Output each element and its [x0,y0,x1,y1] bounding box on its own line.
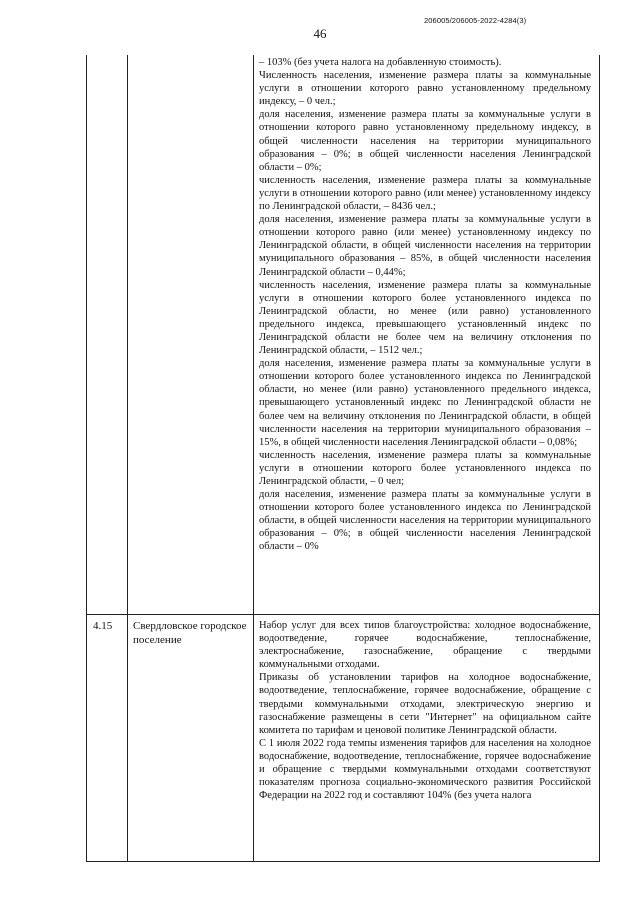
paragraph: Набор услуг для всех типов благоустройства: холодное водоснабжение, водоотведение, горячее водоснабжение, теплоснабжение, электроснабжение, газоснабжение, обращение с твердыми коммунальными отходами. [259,620,591,671]
paragraph: С 1 июля 2022 года темпы изменения тарифов для населения на холодное водоснабжение, водоотведение, теплоснабжение, горячее водоснабжение и обращение с твердыми коммунальными отходами соответствуют показателям прогноза социально-экономического развития Российской Федерации на 2022 год и составляют 104% (без учета налога [259,737,591,802]
row-number: 4.15 [93,620,113,632]
paragraph: численность населения, изменение размера платы за коммунальные услуги в отношении которого более установленного индекса по Ленинградской области, но менее (или равно) установленного предельного индекса, превышающего установленный индекс по Ленинградской области не более чем на величину отклонения по Ленинградской области, – 1512 чел.; [259,279,591,357]
row-415-text [259,619,591,802]
paragraph: – 103% (без учета налога на добавленную стоимость). [259,57,502,68]
document-code: 206005/206005-2022-4284(3) [424,16,527,25]
document-table [86,55,600,862]
paragraph: доля населения, изменение размера платы за коммунальные услуги в отношении которого более установленного индекса по Ленинградской области, в общей численности населения на территории муниципального образования – 0%; в общей численности населения Ленинградской области – 0% [259,489,591,553]
paragraph: Приказы об установлении тарифов на холодное водоснабжение, водоотведение, теплоснабжение, горячее водоснабжение, обращение с твердыми коммунальными отходами, электрическую энергию и газоснабжение размещены в сети "Интернет" на официальном сайте комитета по тарифам и ценовой политике Ленинградской области. [259,672,591,736]
municipality-name: Свердловское городское поселение [133,620,247,646]
paragraph: доля населения, изменение размера платы за коммунальные услуги в отношении которого более установленного индекса по Ленинградской области, но менее (или равно) установленного предельного индекса, превышающего установленный индекс по Ленинградской области не более чем на величину отклонения по Ленинградской области, в общей численности населения на территории муниципального образования – 15%, в общей численности населения Ленинградской области – 0,08%; [259,358,591,448]
column-divider-number [127,55,128,861]
row-divider [87,614,599,615]
column-divider-name [253,55,254,861]
paragraph: доля населения, изменение размера платы за коммунальные услуги в отношении которого равно (или менее) установленному индексу по Ленинградской области, в общей численности населения на территории муниципального образования – 85%, в общей численности населения Ленинградской области – 0,44%; [259,214,591,278]
paragraph: численность населения, изменение размера платы за коммунальные услуги в отношении которого равно (или менее) установленному индексу по Ленинградской области, – 8436 чел.; [259,174,591,213]
page-number: 46 [313,26,327,41]
continued-cell-text [259,56,591,554]
paragraph: Численность населения, изменение размера платы за коммунальные услуги в отношении которого равно установленному предельному индексу, – 0 чел.; [259,70,591,108]
paragraph: доля населения, изменение размера платы за коммунальные услуги в отношении которого равно установленному предельному индексу, в общей численности населения на территории муниципального образования – 0%; в общей численности населения Ленинградской области – 0%; [259,109,591,173]
paragraph: численность населения, изменение размера платы за коммунальные услуги в отношении которого более установленного индекса по Ленинградской области, – 0 чел; [259,449,591,487]
